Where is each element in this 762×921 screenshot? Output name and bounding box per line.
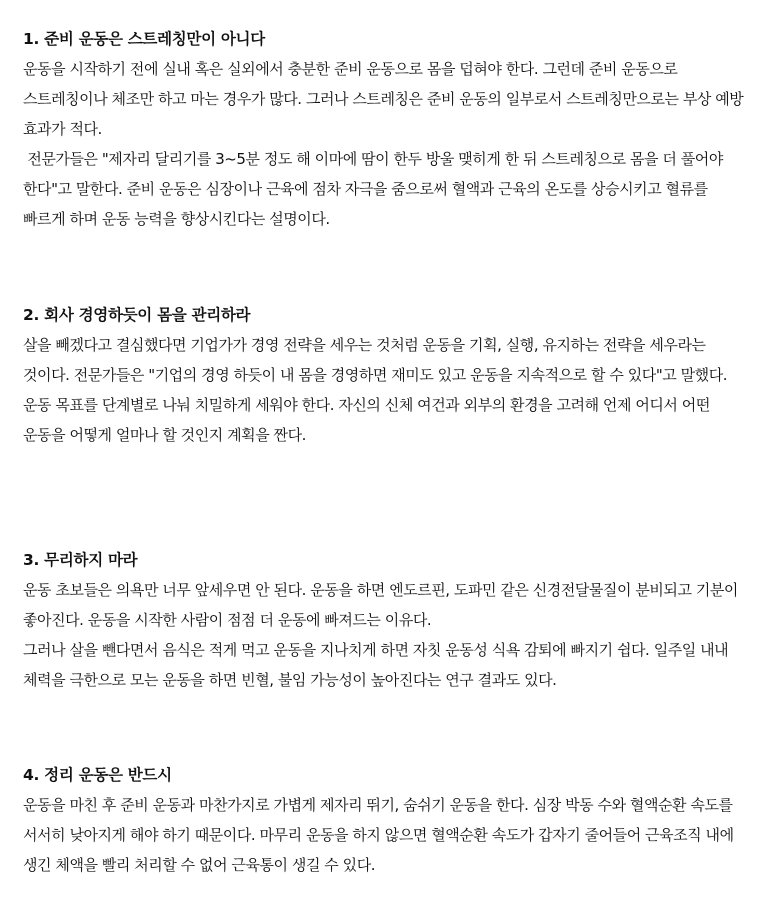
paragraph: 전문가들은 "제자리 달리기를 3~5분 정도 해 이마에 땀이 한두 방울 맺히게 한 뒤 스트레칭으로 몸을 더 풀어야 한다"고 말한다. 준비 운동은 심장이나 근육에 점차 자극을 줌으로써 혈액과 근육의 온도를 상승시키고 혈류를 빠르게 하며 운동 능력을 향상시킨다는 설명이다. [23,150,723,228]
section-heading: 4. 정리 운동은 반드시 [23,766,172,784]
paragraph: 운동 목표를 단계별로 나눠 치밀하게 세워야 한다. 자신의 신체 여건과 외부의 환경을 고려해 언제 어디서 어떤 운동을 어떻게 얼마나 할 것인지 계획을 짠다. [23,396,710,444]
section-moderation [23,545,748,695]
section-management [23,300,748,450]
paragraph: 운동을 시작하기 전에 실내 혹은 실외에서 충분한 준비 운동으로 몸을 덥혀야 한다. 그런데 준비 운동으로 스트레칭이나 체조만 하고 마는 경우가 많다. 그러나 스트레칭은 준비 운동의 일부로서 스트레칭만으로는 부상 예방 효과가 적다. [23,60,744,138]
section-heading: 3. 무리하지 마라 [23,551,138,569]
paragraph: 운동 초보들은 의욕만 너무 앞세우면 안 된다. 운동을 하면 엔도르핀, 도파민 같은 신경전달물질이 분비되고 기분이 좋아진다. 운동을 시작한 사람이 점점 더 운동에 빠져드는 이유다. [23,581,738,629]
section-heading: 2. 회사 경영하듯이 몸을 관리하라 [23,306,251,324]
section-cooldown [23,760,748,880]
paragraph: 살을 빼겠다고 결심했다면 기업가가 경영 전략을 세우는 것처럼 운동을 기획, 실행, 유지하는 전략을 세우라는 것이다. 전문가들은 "기업의 경영 하듯이 내 몸을 경영하면 재미도 있고 운동을 지속적으로 할 수 있다"고 말했다. [23,336,728,384]
paragraph: 그러나 살을 뺀다면서 음식은 적게 먹고 운동을 지나치게 하면 자칫 운동성 식욕 감퇴에 빠지기 쉽다. 일주일 내내 체력을 극한으로 모는 운동을 하면 빈혈, 불임 가능성이 높아진다는 연구 결과도 있다. [23,641,729,689]
section-heading: 1. 준비 운동은 스트레칭만이 아니다 [23,30,265,48]
section-warmup [23,24,748,234]
paragraph: 운동을 마친 후 준비 운동과 마찬가지로 가볍게 제자리 뛰기, 숨쉬기 운동을 한다. 심장 박동 수와 혈액순환 속도를 서서히 낮아지게 해야 하기 때문이다. 마무리 운동을 하지 않으면 혈액순환 속도가 갑자기 줄어들어 근육조직 내에 생긴 체액을 빨리 처리할 수 없어 근육통이 생길 수 있다. [23,796,734,874]
